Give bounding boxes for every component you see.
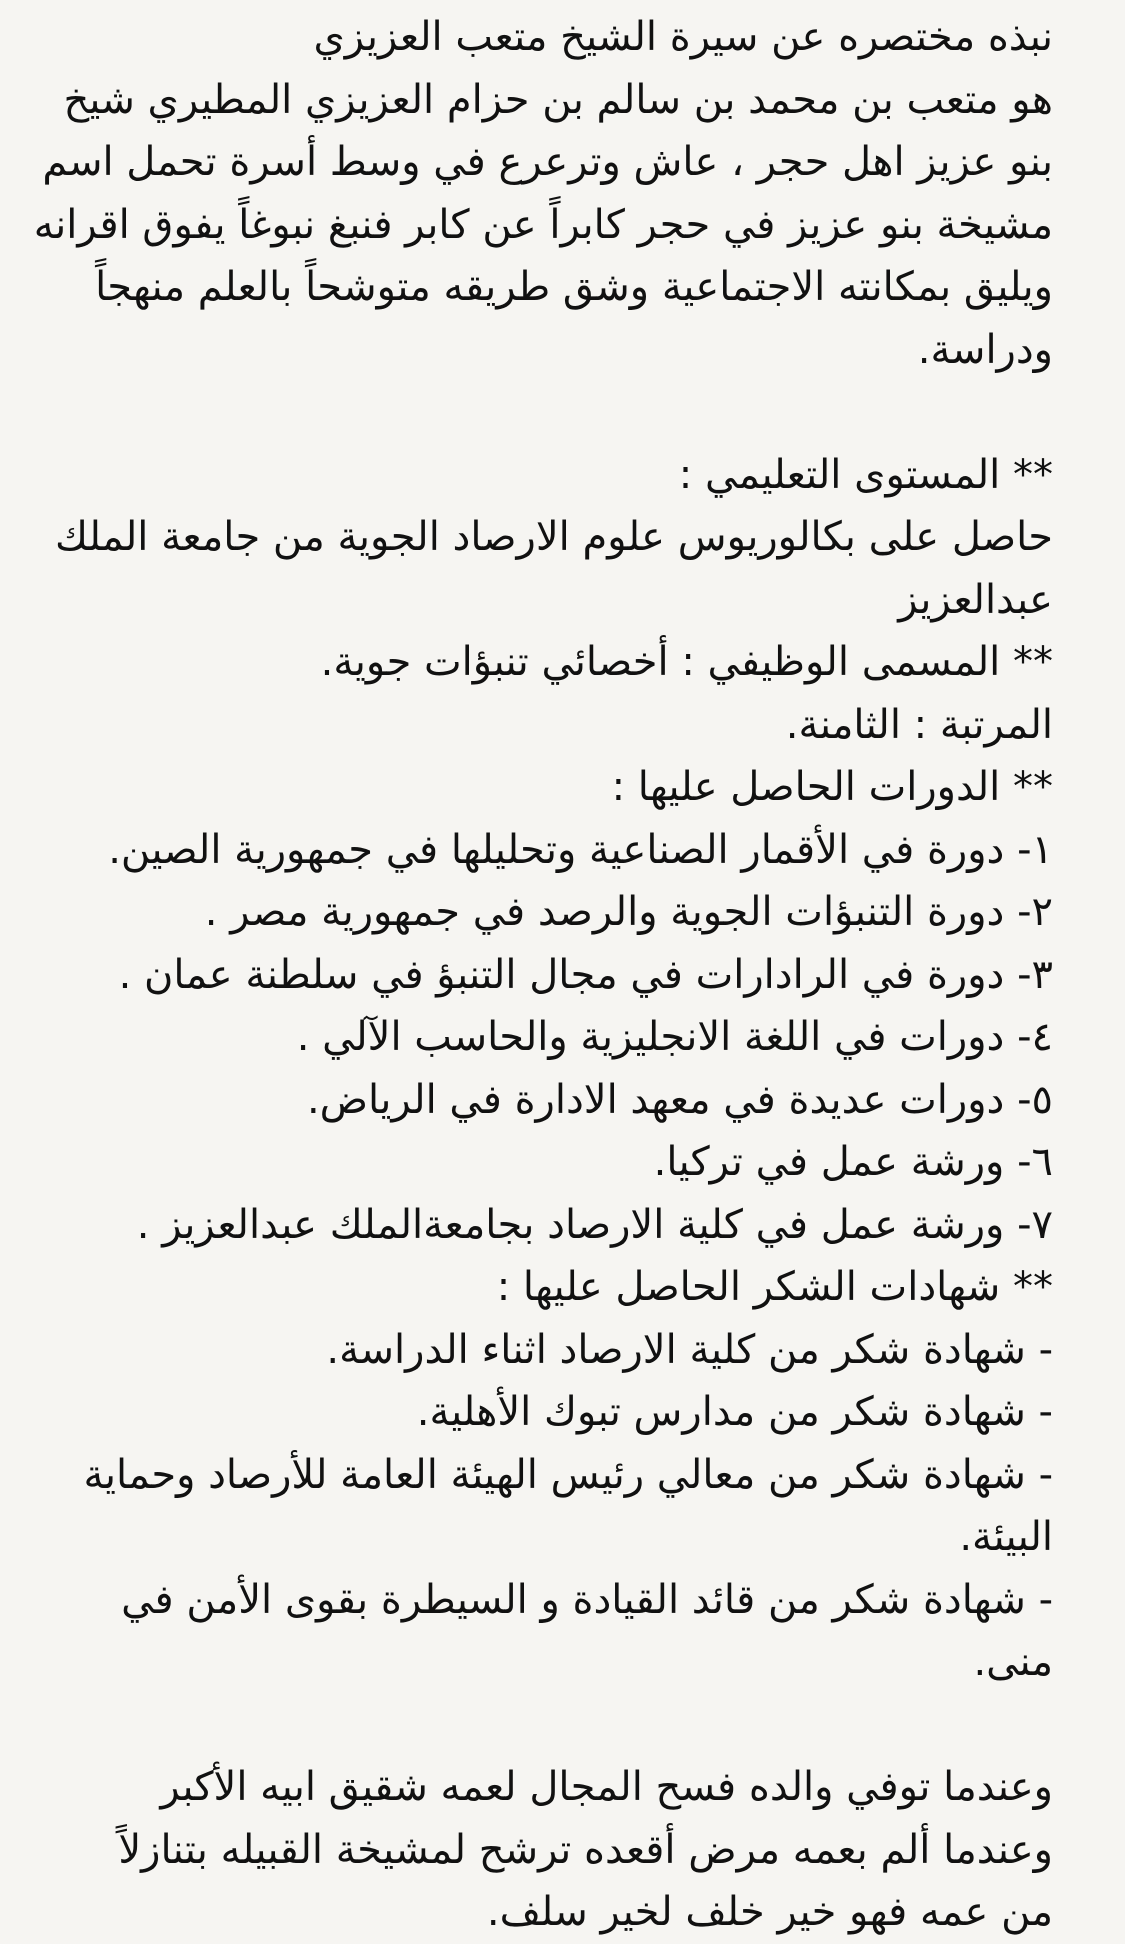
course-item-2: ٢- دورة التنبؤات الجوية والرصد في جمهورية مصر . [204, 889, 1053, 935]
education-line-2: عبدالعزيز [898, 576, 1053, 623]
course-item-4: ٤- دورات في اللغة الانجليزية والحاسب الآلي . [296, 1014, 1053, 1060]
courses-heading: ** الدورات الحاصل عليها : [611, 764, 1053, 810]
intro-line-4: ويليق بمكانته الاجتماعية وشق طريقه متوشحاً بالعلم منهجاً [95, 264, 1053, 310]
education-heading: ** المستوى التعليمي : [678, 451, 1053, 498]
course-item-3: ٣- دورة في الرادارات في مجال التنبؤ في سلطنة عمان . [118, 951, 1053, 998]
certificate-line-6: منى. [973, 1639, 1053, 1685]
intro-line-2: بنو عزيز اهل حجر ، عاش وترعرع في وسط أسرة تحمل اسم [42, 139, 1053, 185]
closing-line-2: وعندما ألم بعمه مرض أقعده ترشح لمشيخة القبيله بتنازلاً [118, 1826, 1053, 1873]
rank-line: المرتبة : الثامنة. [785, 701, 1053, 748]
intro-line-1: هو متعب بن محمد بن سالم بن حزام العزيزي المطيري شيخ [63, 76, 1053, 123]
intro-title: نبذه مختصره عن سيرة الشيخ متعب العزيزي [313, 14, 1053, 60]
intro-line-5: ودراسة. [917, 326, 1053, 373]
certificate-line-4: البيئة. [959, 1514, 1053, 1560]
blank-line [100, 381, 1053, 444]
certificate-line-2: - شهادة شكر من مدارس تبوك الأهلية. [416, 1389, 1053, 1435]
course-item-1: ١- دورة في الأقمار الصناعية وتحليلها في جمهورية الصين. [108, 826, 1053, 873]
course-item-6: ٦- ورشة عمل في تركيا. [653, 1139, 1053, 1185]
education-line-1: حاصل على بكالوريوس علوم الارصاد الجوية من جامعة الملك [55, 514, 1053, 560]
blank-line [100, 1694, 1053, 1757]
intro-line-3: مشيخة بنو عزيز في حجر كابراً عن كابر فنبغ نبوغاً يفوق اقرانه [33, 201, 1053, 248]
certificates-heading: ** شهادات الشكر الحاصل عليها : [496, 1264, 1053, 1310]
certificate-line-1: - شهادة شكر من كلية الارصاد اثناء الدراسة. [326, 1326, 1053, 1373]
certificate-line-5: - شهادة شكر من قائد القيادة و السيطرة بقوى الأمن في [121, 1576, 1053, 1623]
job-title-line: ** المسمى الوظيفي : أخصائي تنبؤات جوية. [320, 639, 1053, 685]
certificate-line-3: - شهادة شكر من معالي رئيس الهيئة العامة للأرصاد وحماية [83, 1451, 1053, 1498]
course-item-5: ٥- دورات عديدة في معهد الادارة في الرياض. [306, 1076, 1053, 1123]
closing-line-1: وعندما توفي والده فسح المجال لعمه شقيق ابيه الأكبر [160, 1764, 1053, 1810]
closing-line-3: من عمه فهو خير خلف لخير سلف. [486, 1889, 1053, 1935]
course-item-7: ٧- ورشة عمل في كلية الارصاد بجامعةالملك عبدالعزيز . [136, 1201, 1053, 1248]
